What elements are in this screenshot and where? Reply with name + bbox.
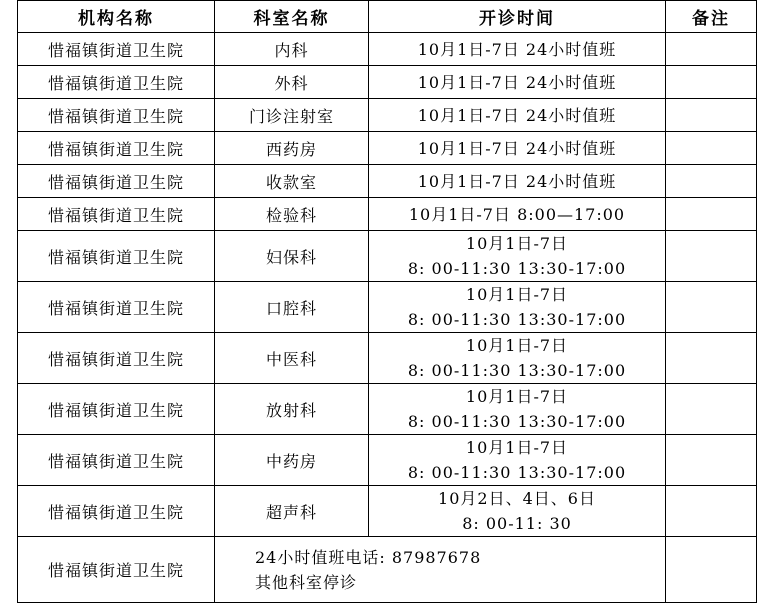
table-body <box>18 33 757 537</box>
table-row <box>18 165 757 198</box>
cell-institution: 惜福镇街道卫生院 <box>18 333 215 384</box>
table-row <box>18 435 757 486</box>
table-row <box>18 198 757 231</box>
cell-department: 门诊注射室 <box>215 99 369 132</box>
cell-institution: 惜福镇街道卫生院 <box>18 66 215 99</box>
hours-line: 10月1日-7日 24小时值班 <box>417 105 617 125</box>
cell-institution: 惜福镇街道卫生院 <box>18 231 215 282</box>
cell-notes <box>666 435 757 486</box>
hours-line: 10月1日-7日 24小时值班 <box>417 39 617 59</box>
hours-line: 10月1日-7日 <box>465 438 569 457</box>
cell-notes <box>666 198 757 231</box>
hours-line: 8: 00-11:30 13:30-17:00 <box>407 412 627 431</box>
header-hours: 开诊时间 <box>369 1 666 33</box>
cell-notes <box>666 66 757 99</box>
cell-department: 外科 <box>215 66 369 99</box>
cell-department: 妇保科 <box>215 231 369 282</box>
hours-line: 10月1日-7日 24小时值班 <box>417 171 617 191</box>
table-row <box>18 66 757 99</box>
cell-department: 内科 <box>215 33 369 66</box>
table-row <box>18 33 757 66</box>
cell-hours <box>369 198 666 231</box>
table-row <box>18 384 757 435</box>
cell-department: 口腔科 <box>215 282 369 333</box>
footer-info <box>215 537 666 603</box>
cell-institution: 惜福镇街道卫生院 <box>18 384 215 435</box>
cell-notes <box>666 486 757 537</box>
cell-hours <box>369 231 666 282</box>
cell-department: 西药房 <box>215 132 369 165</box>
footer-row <box>18 537 757 603</box>
header-notes: 备注 <box>666 1 757 33</box>
hours-line: 10月1日-7日 24小时值班 <box>417 138 617 158</box>
cell-institution: 惜福镇街道卫生院 <box>18 282 215 333</box>
table-row <box>18 486 757 537</box>
cell-notes <box>666 165 757 198</box>
table-row <box>18 333 757 384</box>
hours-line: 8: 00-11:30 13:30-17:00 <box>407 361 627 380</box>
cell-hours <box>369 99 666 132</box>
cell-hours <box>369 333 666 384</box>
table-row <box>18 132 757 165</box>
cell-institution: 惜福镇街道卫生院 <box>18 132 215 165</box>
header-institution: 机构名称 <box>18 1 215 33</box>
hours-line: 10月1日-7日 <box>465 387 569 406</box>
hours-line: 10月1日-7日 <box>465 285 569 304</box>
header-row <box>18 1 757 33</box>
cell-department: 检验科 <box>215 198 369 231</box>
hours-line: 8: 00-11: 30 <box>462 514 572 533</box>
cell-institution: 惜福镇街道卫生院 <box>18 33 215 66</box>
cell-institution: 惜福镇街道卫生院 <box>18 99 215 132</box>
cell-notes <box>666 282 757 333</box>
cell-institution: 惜福镇街道卫生院 <box>18 435 215 486</box>
cell-notes <box>666 384 757 435</box>
cell-notes <box>666 33 757 66</box>
hours-line: 8: 00-11:30 13:30-17:00 <box>407 310 627 329</box>
hours-line: 8: 00-11:30 13:30-17:00 <box>407 259 627 278</box>
cell-notes <box>666 231 757 282</box>
hours-line: 10月2日、4日、6日 <box>438 489 596 508</box>
cell-hours <box>369 33 666 66</box>
cell-department: 中医科 <box>215 333 369 384</box>
footer-closed-note: 其他科室停诊 <box>255 572 358 592</box>
cell-department: 中药房 <box>215 435 369 486</box>
table-row <box>18 282 757 333</box>
table-row <box>18 99 757 132</box>
cell-hours <box>369 165 666 198</box>
hours-line: 10月1日-7日 <box>465 336 569 355</box>
hours-line: 8: 00-11:30 13:30-17:00 <box>407 463 627 482</box>
hours-line: 10月1日-7日 <box>465 234 569 253</box>
cell-notes <box>666 99 757 132</box>
hours-line: 10月1日-7日 24小时值班 <box>417 72 617 92</box>
cell-notes <box>666 333 757 384</box>
cell-hours <box>369 282 666 333</box>
cell-notes <box>666 132 757 165</box>
cell-department: 放射科 <box>215 384 369 435</box>
footer-phone: 24小时值班电话: 87987678 <box>255 547 482 567</box>
cell-hours <box>369 435 666 486</box>
cell-institution: 惜福镇街道卫生院 <box>18 165 215 198</box>
cell-hours <box>369 132 666 165</box>
hours-line: 10月1日-7日 8:00—17:00 <box>408 204 626 224</box>
table-row <box>18 231 757 282</box>
cell-department: 收款室 <box>215 165 369 198</box>
cell-department: 超声科 <box>215 486 369 537</box>
cell-hours <box>369 66 666 99</box>
cell-hours <box>369 486 666 537</box>
footer-notes <box>666 537 757 603</box>
cell-institution: 惜福镇街道卫生院 <box>18 198 215 231</box>
schedule-table <box>17 0 757 603</box>
header-department: 科室名称 <box>215 1 369 33</box>
footer-institution: 惜福镇街道卫生院 <box>18 537 215 603</box>
cell-institution: 惜福镇街道卫生院 <box>18 486 215 537</box>
cell-hours <box>369 384 666 435</box>
